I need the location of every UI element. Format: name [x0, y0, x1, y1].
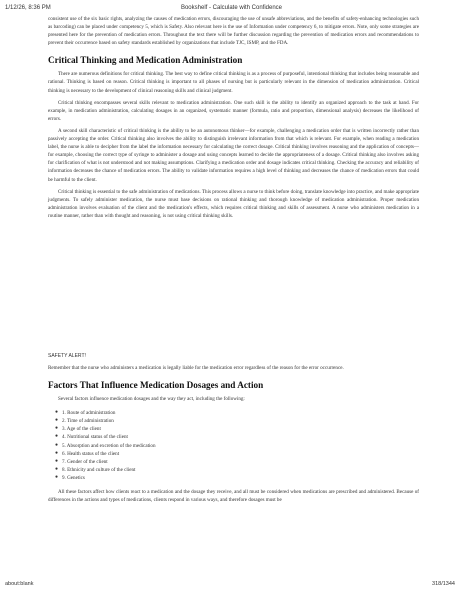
- list-item: ● 4. Nutritional status of the client: [55, 434, 128, 441]
- list-item: ● 1. Route of administration: [55, 410, 116, 417]
- bullet-icon: ●: [55, 410, 59, 416]
- factors-list: [48, 409, 419, 482]
- bullet-icon: ●: [55, 450, 59, 456]
- factors-intro: Several factors influence medication dosages and the way they act, including the following:: [58, 396, 245, 403]
- intro-paragraph: consistent use of the six basic rights, analyzing the causes of medication errors, discouraging the use of unsafe abbreviations, and the benefits of safety-enhancing technologies such as barcoding) can be placed under competency 5, which is Safety. Also relevant here is the use of Information under competency 6, to mitigate errors. Note, only some strategies are presented here for the prevention of medication errors. Throughout the text there will be further discussion regarding the prevention of medication errors and recommendations to prevent their occurrence based on safety standards established by organizations that include TJC, ISMP, and the FDA.: [48, 16, 419, 47]
- safety-alert-title: SAFETY ALERT!: [48, 352, 86, 359]
- list-item: ● 9. Genetics: [55, 474, 85, 481]
- page-footer: [0, 581, 463, 591]
- list-item: ● 7. Gender of the client: [55, 458, 108, 465]
- section-heading-critical-thinking: Critical Thinking and Medication Administration: [48, 55, 243, 66]
- paragraph: Critical thinking is essential to the safe administration of medications. This process allows a nurse to think before doing, translate knowledge into practice, and make appropriate judgments. To safely administer medication, the nurse must base decisions on rational thinking and thorough knowledge of medication administration. Proper medication administration involves evaluation of the client and the medication's effects, which requires critical thinking and skills of assessment. A nurse who administers medication in a routine manner, rather than with thought and reasoning, is not using critical thinking skills.: [48, 188, 419, 219]
- document-body: [48, 15, 419, 504]
- section-heading-factors: Factors That Influence Medication Dosages and Action: [48, 380, 264, 391]
- list-item: ● 5. Absorption and excretion of the medication: [55, 442, 156, 449]
- bullet-icon: ●: [55, 458, 59, 464]
- paragraph: There are numerous definitions for critical thinking. The best way to define critical thinking is as a process of purposeful, intentional thinking that includes being reasonable and rational. Thinking is based on reason. Critical thinking is important to all phases of nursing but is particularly relevant in the dimension of medication administration. Critical thinking is necessary to the development of clinical reasoning skills and clinical judgment.: [48, 71, 419, 94]
- list-item: ● 3. Age of the client: [55, 426, 101, 433]
- bullet-icon: ●: [55, 474, 59, 480]
- page-number: 318/1344: [432, 581, 455, 587]
- list-item: ● 2. Time of administration: [55, 418, 114, 425]
- factors-closing: All these factors affect how clients react to a medication and the dosage they receive, and all must be considered when medications are prescribed and administered. Because of differences in the actions and types of medications, clients respond in various ways, and therefore dosages must be: [48, 489, 419, 504]
- list-item: ● 8. Ethnicity and culture of the client: [55, 466, 136, 473]
- page-header: [0, 5, 463, 15]
- list-item: ● 6. Health status of the client: [55, 450, 120, 457]
- footer-source: about:blank: [5, 581, 34, 587]
- paragraph: Critical thinking encompasses several skills relevant to medication administration. One such skill is the ability to identify an organized approach to the task at hand. For example, in medication administration, calculating dosages in an organized, systematic manner (formula, ratio and proportion, dimensional analysis) decreases the likelihood of errors.: [48, 99, 419, 122]
- bullet-icon: ●: [55, 426, 59, 432]
- paragraph: A second skill characteristic of critical thinking is the ability to be an autonomous thinker—for example, challenging a medication order that is written incorrectly rather than passively accepting the order. Critical thinking also involves the ability to distinguish irrelevant information from that which is relevant. For example, when reading a medication label, the nurse is able to decipher from the label the information necessary for calculating the correct dosage. Critical thinking involves reasoning and the application of concepts—for example, choosing the correct type of syringe to administer a dosage and using concepts learned to decide the appropriateness of a dosage. Critical thinking also involves asking for clarification of what is not understood and not making assumptions. Clarifying a medication order and dosage indicates critical thinking. Checking the accuracy and reliability of information decreases the chance of medication errors. The ability to validate information requires a high level of thinking and decreases the chance of medication errors that could be harmful to the client.: [48, 127, 419, 183]
- bullet-icon: ●: [55, 442, 59, 448]
- blank-space: [48, 220, 419, 352]
- bullet-icon: ●: [55, 434, 59, 440]
- bullet-icon: ●: [55, 466, 59, 472]
- header-title: Bookshelf - Calculate with Confidence: [180, 5, 283, 11]
- safety-alert-text: Remember that the nurse who administers a medication is legally liable for the medication error regardless of the reason for the error occurrence.: [48, 364, 344, 371]
- bullet-icon: ●: [55, 418, 59, 424]
- header-datetime: 1/12/26, 8:36 PM: [5, 5, 51, 11]
